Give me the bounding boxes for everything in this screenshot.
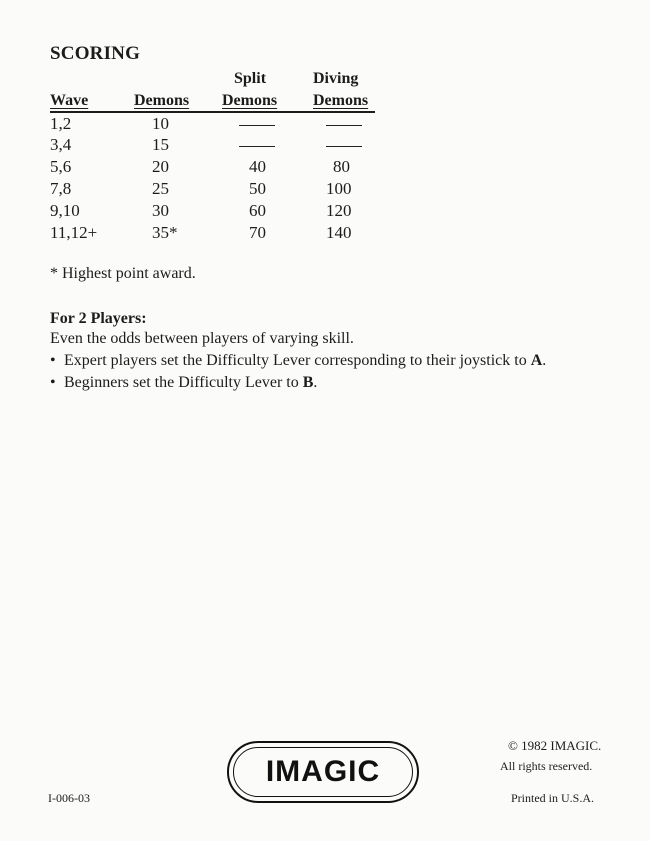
cell-split: 50 xyxy=(249,179,266,198)
cell-split: 40 xyxy=(249,157,266,176)
cell-demons: 20 xyxy=(152,157,169,176)
cell-diving: 140 xyxy=(326,223,352,242)
two-players-heading: For 2 Players: xyxy=(50,310,147,327)
cell-split: 60 xyxy=(249,201,266,220)
cell-diving-dash xyxy=(326,146,362,147)
imagic-logo xyxy=(227,741,419,803)
header-diving-top: Diving xyxy=(313,70,359,87)
cell-diving: 120 xyxy=(326,201,352,220)
printed-text: Printed in U.S.A. xyxy=(511,791,595,805)
two-players-intro: Even the odds between players of varying skill. xyxy=(50,330,354,347)
cell-wave: 5,6 xyxy=(50,157,72,176)
header-rule xyxy=(50,111,375,113)
cell-split-dash xyxy=(239,146,275,147)
bullet-beginner-end: . xyxy=(313,374,318,391)
header-wave: Wave xyxy=(50,92,89,109)
cell-demons: 10 xyxy=(152,114,169,133)
cell-wave: 7,8 xyxy=(50,179,72,198)
bullet-expert xyxy=(50,352,546,370)
header-split-demons: Demons xyxy=(222,92,278,109)
cell-demons: 35* xyxy=(152,223,178,242)
scoring-heading: SCORING xyxy=(50,43,141,64)
logo-text: IMAGIC xyxy=(265,755,381,788)
cell-split-dash xyxy=(239,125,275,126)
bullet-beginner-text: Beginners set the Difficulty Lever to xyxy=(64,374,303,391)
rights-text: All rights reserved. xyxy=(500,759,593,773)
cell-diving-dash xyxy=(326,125,362,126)
cell-split: 70 xyxy=(249,223,266,242)
bullet-icon: • xyxy=(50,352,56,369)
header-diving-demons: Demons xyxy=(313,92,369,109)
copyright-text: © 1982 IMAGIC. xyxy=(508,738,602,753)
cell-diving: 80 xyxy=(333,157,350,176)
cell-wave: 9,10 xyxy=(50,201,80,220)
cell-diving: 100 xyxy=(326,179,352,198)
bullet-expert-bold: A xyxy=(530,352,543,369)
bullet-beginner xyxy=(50,374,317,392)
product-code: I-006-03 xyxy=(48,791,90,805)
bullet-beginner-bold: B xyxy=(302,374,314,391)
cell-demons: 15 xyxy=(152,135,169,154)
header-demons: Demons xyxy=(134,92,190,109)
cell-demons: 25 xyxy=(152,179,169,198)
cell-demons: 30 xyxy=(152,201,169,220)
bullet-expert-text: Expert players set the Difficulty Lever corresponding to their joystick to xyxy=(64,352,531,369)
bullet-expert-end: . xyxy=(542,352,547,369)
cell-wave: 11,12+ xyxy=(50,223,98,242)
cell-wave: 1,2 xyxy=(50,114,72,133)
bullet-icon: • xyxy=(50,374,56,391)
cell-wave: 3,4 xyxy=(50,135,72,154)
footnote: * Highest point award. xyxy=(50,265,196,282)
header-split-top: Split xyxy=(234,70,267,87)
